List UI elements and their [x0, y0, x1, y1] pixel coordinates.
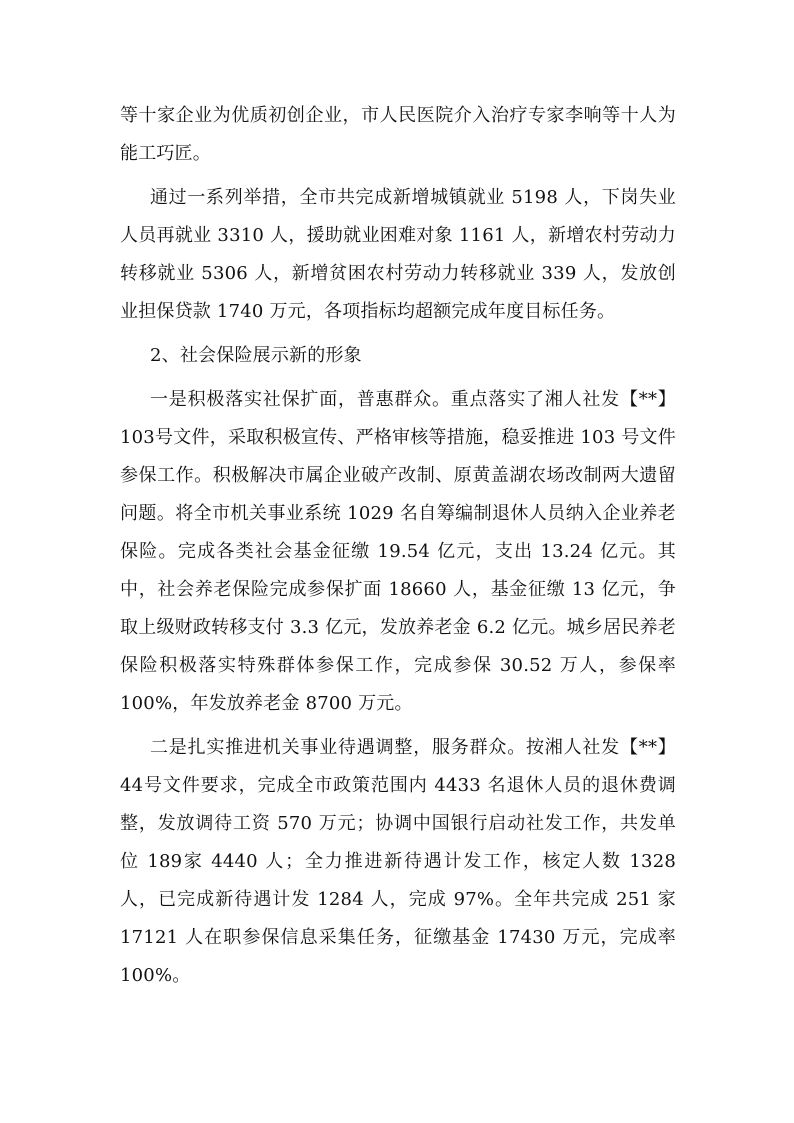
paragraph-insurance-expansion: 一是积极落实社保扩面，普惠群众。重点落实了湘人社发【**】103号文件，采取积极宣传、严格审核等措施，稳妥推进 103 号文件参保工作。积极解决市属企业破产改制、原黄盖湖农场改制两大遗留问题。将全市机关事业系统 1029 名自筹编制退休人员纳入企业养老保险。完成各类社会基金征缴 19.54 亿元，支出 13.24 亿元。其中，社会养老保险完成参保扩面 18660 人，基金征缴 13 亿元，争取上级财政转移支付 3.3 亿元，发放养老金 6.2 亿元。城乡居民养老保险积极落实特殊群体参保工作，完成参保 30.52 万人，参保率 100%，年发放养老金 8700 万元。	[120, 389, 676, 714]
section-heading-social-insurance: 2、社会保险展示新的形象	[150, 345, 362, 366]
paragraph-enterprise-awards: 等十家企业为优质初创企业，市人民医院介入治疗专家李响等十人为能工巧匠。	[120, 105, 676, 164]
paragraph-employment-results: 通过一系列举措，全市共完成新增城镇就业 5198 人，下岗失业人员再就业 3310 人，援助就业困难对象 1161 人，新增农村劳动力转移就业 5306 人，新增贫困农村劳动力转移就业 339 人，发放创业担保贷款 1740 万元，各项指标均超额完成年度目标任务。	[120, 187, 676, 322]
document-page	[120, 97, 676, 1001]
paragraph-benefit-adjustment: 二是扎实推进机关事业待遇调整，服务群众。按湘人社发【**】44号文件要求，完成全市政策范围内 4433 名退休人员的退休费调整，发放调待工资 570 万元；协调中国银行启动社发工作，共发单位 189家 4440 人；全力推进新待遇计发工作，核定人数 1328 人，已完成新待遇计发 1284 人，完成 97%。全年共完成 251 家 17121 人在职参保信息采集任务，征缴基金 17430 万元，完成率 100%。	[120, 737, 676, 986]
